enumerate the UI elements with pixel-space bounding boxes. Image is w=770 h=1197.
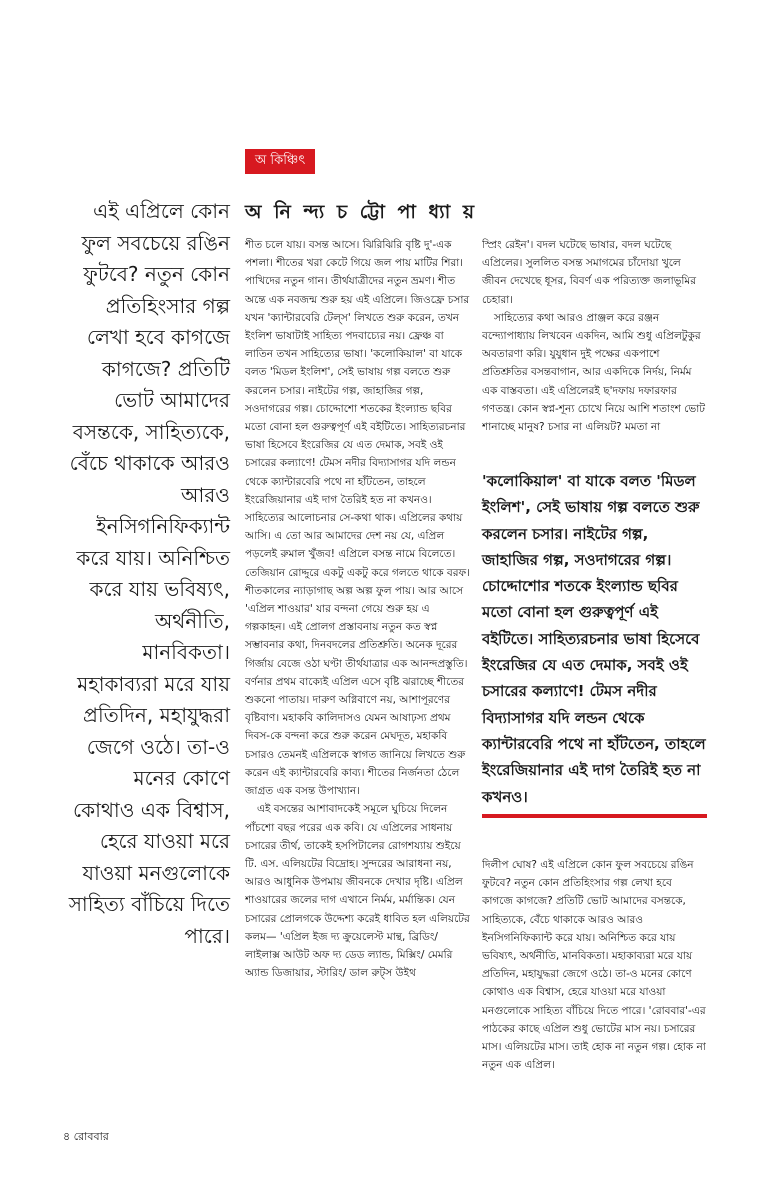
paragraph: শীত চলে যায়। বসন্ত আসে। ঝিরিঝিরি বৃষ্টি দু'-এক পশলা। শীতের খরা কেটে গিয়ে জল পায় মাটির শিরা। পাখিদের নতুন গান। তীর্থযাত্রীদের নতুন ভ্রমণ। শীত অন্তে এক নবজন্ম শুরু হয় এই এপ্রিলে। জিওফ্রে চসার যখন 'ক্যান্টারবেরি টেল্‌স' লিখতে শুরু করেন, তখন ইংলিশ ভাষাটাই সাহিত্য পদবাচ্যের নয়। ফ্রেঞ্চ বা লাতিন তখন সাহিত্যের ভাষা। 'কলোকিয়াল' বা যাকে বলত 'মিডল ইংলিশ', সেই ভাষায় গল্প বলতে শুরু করলেন চসার। নাইটের গল্প, জাহাজির গল্প, সওদাগরের গল্প। চোদ্দোশো শতকের ইংল্যান্ড ছবির মতো বোনা হল গুরুত্বপূর্ণ এই বইটিতে। সাহিত্যরচনার ভাষা হিসেবে ইংরেজির যে এত দেমাক, সবই ওই চসারের কল্যাণে! টেমস নদীর বিদ্যাসাগর যদি লন্ডন থেকে ক্যান্টারবেরি পথে না হাঁটতেন, তাহলে ইংরেজিয়ানার এই দাগ তৈরিই হত না কখনও। সাহিত্যের আলোচনার সে-কথা থাক। এপ্রিলের কথায় আসি। এ তো আর আমাদের দেশ নয় যে, এপ্রিল পড়লেই রুমাল খুঁজব! এপ্রিলে বসন্ত নামে বিলেতে। তেজিয়ান রোদ্দুরে একটু একটু করে গলতে থাকে বরফ। শীতকালের ন্যাড়াগাছ অল্প অল্প ফুল পায়। আর আসে 'এপ্রিল শাওয়ার' যার বন্দনা গেয়ে শুরু হয় এ গল্পকাহন। এই প্রোলগ প্রস্তাবনায় নতুন কত স্বপ্ন সম্ভাবনার কথা, দিনবদলের প্রতিশ্রুতি। অনেক দূরের গির্জায় বেজে ওঠা ঘণ্টা তীর্থযাত্রার এক আনন্দপ্রস্তুতি। বর্ণনার প্রথম বাক্যেই এপ্রিল এসে বৃষ্টি ঝরাচ্ছে শীতের শুকনো পাতায়। দারুণ অগ্নিবাণে নয়, আশাপূরণের বৃষ্টিবাণ। মহাকবি কালিদাসও যেমন আষাঢ়স্য প্রথম দিবস-কে বন্দনা করে শুরু করেন মেঘদূত, মহাকবি চসারও তেমনই এপ্রিলকে স্বাগত জানিয়ে লিখতে শুরু করেন এই ক্যান্টারবেরি কাব্য। শীতের নির্জনতা ঠেলে জাগ্রত এক বসন্ত উপাখ্যান। (245, 239, 470, 798)
article-column-3-bottom (482, 856, 706, 1096)
paragraph: এই বসন্তের আশাবাদকেই সমূলে ঘুচিয়ে দিলেন পাঁচশো বছর পরের এক কবি। যে এপ্রিলের সাধনায় চসারের তীর্থ, তাকেই হসপিটালের রোগশয্যায় শুইয়ে টি. এস. এলিয়টের বিদ্রোহ। সুন্দরের আরাধনা নয়, আরও আধুনিক উপমায় জীবনকে দেখার দৃষ্টি। এপ্রিল শাওয়ারের জলের দাগ এখানে নির্মম, মর্মান্তিক। যেন চসারের প্রোলগকে উদ্দেশ্য করেই ধাবিত হল এলিয়টের কলম— 'এপ্রিল ইজ দ্য ক্রুয়েলেস্ট মান্থ, ব্রিডিং/ লাইলাক্স আউট অফ দ্য ডেড ল্যান্ড, মিক্সিং/ মেমরি অ্যান্ড ডিজায়ার, স্টারিং/ ডাল রুট্‌স উইথ (245, 803, 470, 980)
pull-quote-right: 'কলোকিয়াল' বা যাকে বলত 'মিডল ইংলিশ', সেই ভাষায় গল্প বলতে শুরু করলেন চসার। নাইটের গল্প, জাহাজির গল্প, সওদাগরের গল্প। চোদ্দোশোর শতকে ইংল্যান্ড ছবির মতো বোনা হল গুরুত্বপূর্ণ এই বইটিতে। সাহিত্যরচনার ভাষা হিসেবে ইংরেজির যে এত দেমাক, সবই ওই চসারের কল্যাণে! টেমস নদীর বিদ্যাসাগর যদি লন্ডন থেকে ক্যান্টারবেরি পথে না হাঁটতেন, তাহলে ইংরেজিয়ানার এই দাগ তৈরিই হত না কখনও। (482, 472, 706, 806)
red-divider-rule (482, 814, 707, 818)
paragraph: স্প্রিং রেইন'। বদল ঘটেছে ভাষার, বদল ঘটেছে এপ্রিলের। সুললিত বসন্ত সমাগমের চাঁদোয়া খুলে জীবন দেখেছে ধূসর, বিবর্ণ এক পরিত্যক্ত জলাভূমির চেহারা। (482, 239, 697, 306)
section-tag: অ কিঞ্চিৎ (245, 149, 315, 174)
article-column-2 (245, 236, 470, 1094)
article-column-3-top (482, 236, 706, 454)
page-folio: ৪ রোববার (63, 1130, 109, 1143)
author-byline: অ নি ন্দ্য চ ট্টো পা ধ্যা য় (245, 201, 478, 223)
paragraph: দিলীপ ঘোষ? এই এপ্রিলে কোন ফুল সবচেয়ে রঙিন ফুটবে? নতুন কোন প্রতিহিংসার গল্প লেখা হবে কাগজে কাগজে? প্রতিটি ভোট আমাদের বসন্তকে, সাহিত্যকে, বেঁচে থাকাকে আরও আরও ইনসিগনিফিক্যান্ট করে যায়। অনিশ্চিত করে যায় ভবিষ্যৎ, অর্থনীতি, মানবিকতা। মহাকাব্যরা মরে যায় প্রতিদিন, মহাযুদ্ধরা জেগে ওঠে। তা-ও মনের কোণে কোথাও এক বিশ্বাস, হেরে যাওয়া মরে যাওয়া মনগুলোকে সাহিত্য বাঁচিয়ে দিতে পারে। 'রোববার'-এর পাঠকের কাছে এপ্রিল শুধু ভোটের মাস নয়। চসারের মাস। এলিয়টের মাস। তাই হোক না নতুন গল্প। হোক না নতুন এক এপ্রিল। (482, 859, 706, 1072)
paragraph: সাহিত্যের কথা আরও প্রাঞ্জল করে রঞ্জন বন্দ্যোপাধ্যায় লিখবেন একদিন, আমি শুধু এপ্রিলটুকুর অবতারণা করি। যুযুধান দুই পক্ষের একপাশে প্রতিশ্রুতির বসন্তবাগান, আর একদিকে নির্দয়, নির্মম এক বাস্তবতা। এই এপ্রিলেরই ছ'দফায় দফারফার গণতন্ত্র। কোন স্বপ্ন-শূন্য চোখে নিয়ে আশি শতাংশ ভোট শানাচ্ছে মানুষ? চসার না এলিয়ট? মমতা না (482, 311, 705, 434)
pull-quote-left: এই এপ্রিলে কোন ফুল সবচেয়ে রঙিন ফুটবে? নতুন কোন প্রতিহিংসার গল্প লেখা হবে কাগজে কাগজে? প্রতিটি ভোট আমাদের বসন্তকে, সাহিত্যকে, বেঁচে থাকাকে আরও আরও ইনসিগনিফিক্যান্ট করে যায়। অনিশ্চিত করে যায় ভবিষ্যৎ, অর্থনীতি, মানবিকতা। মহাকাব্যরা মরে যায় প্রতিদিন, মহাযুদ্ধরা জেগে ওঠে। তা-ও মনের কোণে কোথাও এক বিশ্বাস, হেরে যাওয়া মরে যাওয়া মনগুলোকে সাহিত্য বাঁচিয়ে দিতে পারে। (68, 199, 230, 948)
